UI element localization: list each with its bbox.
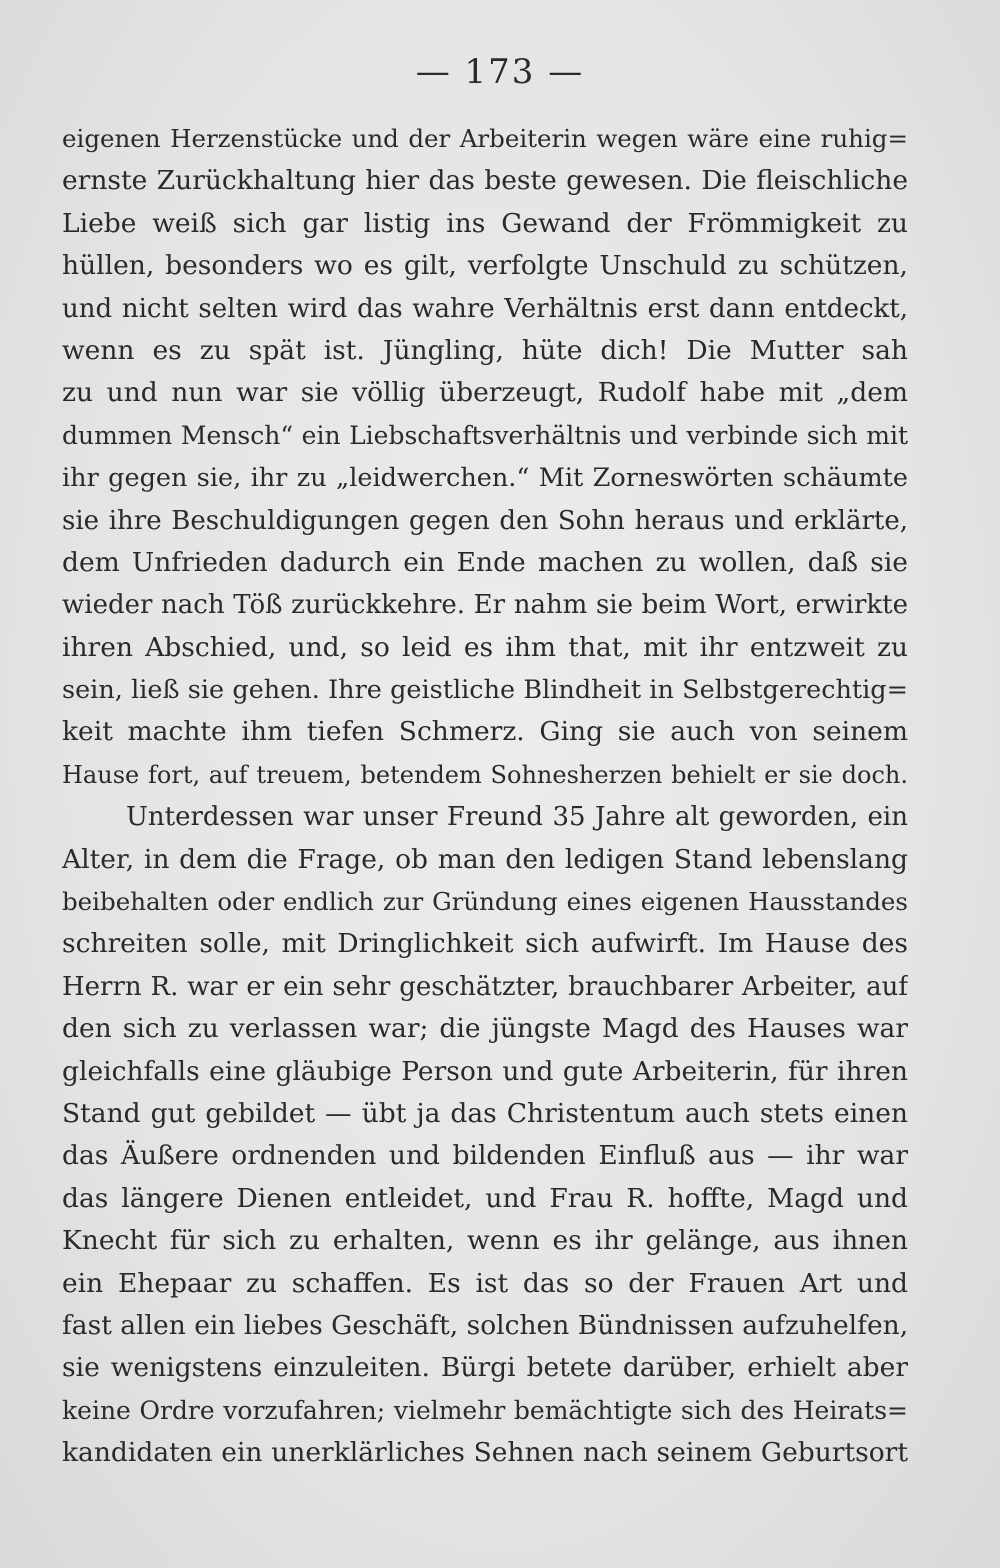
text-line: dem Unfrieden dadurch ein Ende machen zu wollen, daß sie: [62, 546, 908, 578]
text-line: sein, ließ sie gehen. Ihre geistliche Blindheit in Selbstgerechtig=: [62, 675, 908, 706]
text-line: gleichfalls eine gläubige Person und gute Arbeiterin, für ihren: [62, 1055, 908, 1087]
text-line: Stand gut gebildet — übt ja das Christentum auch stets einen: [62, 1097, 908, 1129]
text-line: wieder nach Töß zurückkehre. Er nahm sie beim Wort, erwirkte: [62, 590, 908, 621]
text-line: eigenen Herzenstücke und der Arbeiterin wegen wäre eine ruhig=: [62, 124, 908, 153]
text-line: dummen Mensch“ ein Liebschaftsverhältnis und verbinde sich mit: [62, 420, 908, 450]
text-line: und nicht selten wird das wahre Verhältnis erst dann entdeckt,: [62, 293, 908, 324]
body-text: [62, 118, 908, 1475]
text-line: wenn es zu spät ist. Jüngling, hüte dich! Die Mutter sah: [62, 334, 908, 366]
text-line: ernste Zurückhaltung hier das beste gewesen. Die fleischliche: [62, 165, 908, 197]
text-line: sie wenigstens einzuleiten. Bürgi betete darüber, erhielt aber: [62, 1352, 908, 1384]
text-line: keit machte ihm tiefen Schmerz. Ging sie auch von seinem: [62, 716, 908, 748]
text-line: ihr gegen sie, ihr zu „leidwerchen.“ Mit Zorneswörten schäumte: [62, 463, 908, 494]
text-line: Hause fort, auf treuem, betendem Sohnesherzen behielt er sie doch.: [62, 760, 908, 789]
text-line: zu und nun war sie völlig überzeugt, Rudolf habe mit „dem: [62, 377, 908, 409]
text-line: Herrn R. war er ein sehr geschätzter, brauchbarer Arbeiter, auf: [62, 971, 908, 1002]
text-line: keine Ordre vorzufahren; vielmehr bemächtigte sich des Heirats=: [62, 1395, 908, 1425]
text-line: sie ihre Beschuldigungen gegen den Sohn heraus und erklärte,: [62, 505, 908, 536]
text-line: Liebe weiß sich gar listig ins Gewand der Frömmigkeit zu: [62, 207, 908, 239]
text-line: ein Ehepaar zu schaffen. Es ist das so der Frauen Art und: [62, 1267, 908, 1299]
text-line: das längere Dienen entleidet, und Frau R. hoffte, Magd und: [62, 1182, 908, 1214]
text-line: schreiten solle, mit Dringlichkeit sich aufwirft. Im Hause des: [62, 928, 908, 960]
text-line: kandidaten ein unerklärliches Sehnen nach seinem Geburtsort: [62, 1437, 908, 1469]
text-line: hüllen, besonders wo es gilt, verfolgte Unschuld zu schützen,: [62, 250, 908, 282]
text-line: fast allen ein liebes Geschäft, solchen Bündnissen aufzuhelfen,: [62, 1309, 908, 1341]
paragraph-start-line: Unterdessen war unser Freund 35 Jahre alt geworden, ein: [126, 802, 908, 833]
page-number: — 173 —: [415, 52, 585, 92]
text-line: den sich zu verlassen war; die jüngste Magd des Hauses war: [62, 1013, 908, 1045]
text-line: beibehalten oder endlich zur Gründung eines eigenen Hausstandes: [62, 887, 908, 917]
text-line: das Äußere ordnenden und bildenden Einfluß aus — ihr war: [62, 1140, 908, 1172]
text-line: ihren Abschied, und, so leid es ihm that, mit ihr entzweit zu: [62, 631, 908, 663]
text-line: Knecht für sich zu erhalten, wenn es ihr gelänge, aus ihnen: [62, 1225, 908, 1257]
text-line: Alter, in dem die Frage, ob man den ledigen Stand lebenslang: [62, 843, 908, 875]
